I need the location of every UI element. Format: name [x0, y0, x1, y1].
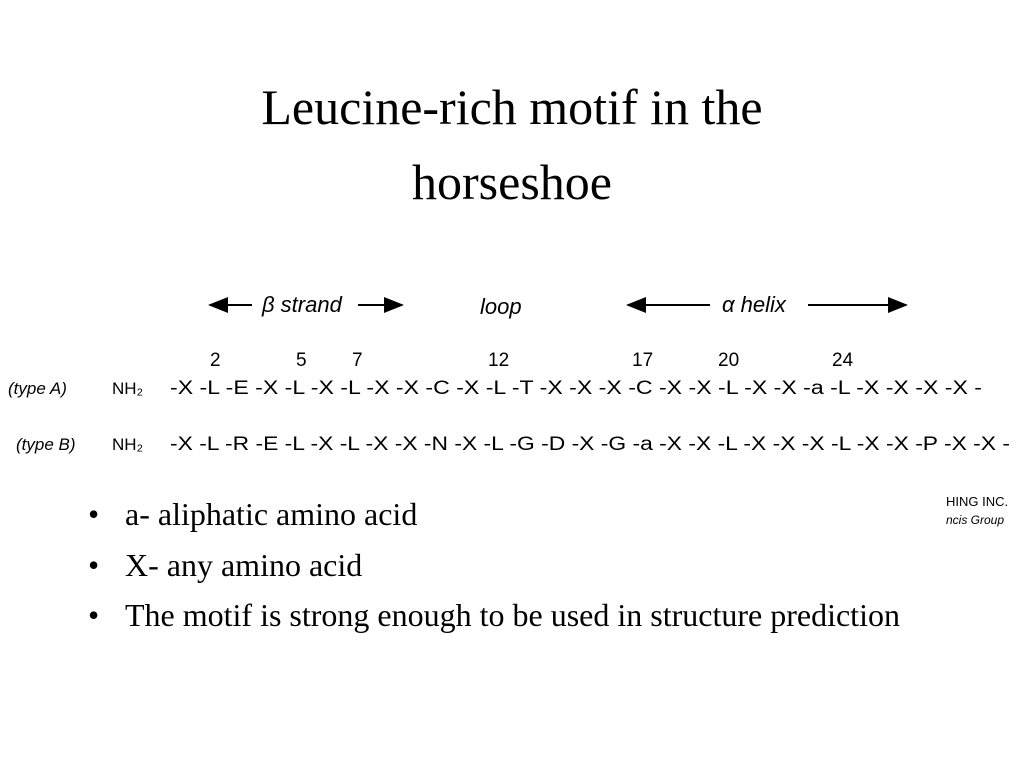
- bullet-dot: •: [88, 546, 100, 583]
- row-b-label: (type B): [16, 435, 76, 454]
- slide-title-line-2: horseshoe: [412, 154, 612, 210]
- beta-strand-label: β strand: [262, 292, 342, 317]
- row-b-prefix: NH₂: [112, 435, 144, 454]
- bullet-dot: •: [88, 496, 100, 532]
- position-number: 17: [632, 350, 654, 371]
- bullet-text: X- any amino acid: [125, 546, 363, 583]
- position-number: 7: [352, 350, 363, 371]
- alpha-helix-label: α helix: [722, 292, 786, 317]
- bullet-item: [88, 494, 948, 536]
- position-number: 12: [488, 350, 510, 371]
- position-number: 24: [832, 350, 854, 371]
- bullet-dot: •: [88, 597, 100, 634]
- publisher-credit-line-2: ncis Group: [946, 513, 1005, 527]
- position-number: 2: [210, 350, 221, 371]
- loop-label: loop: [480, 294, 522, 319]
- row-a-sequence: -X -L -E -X -L -X -L -X -X -C -X -L -T -X -X -X -C -X -X -L -X -X -a -L -X -X -X -X -: [170, 378, 982, 399]
- bullet-text: a- aliphatic amino acid: [125, 496, 418, 532]
- row-a-label: (type A): [8, 379, 67, 398]
- publisher-credit-line-1: HING INC.: [946, 494, 1009, 509]
- position-number: 5: [296, 350, 307, 371]
- row-a-prefix: NH₂: [112, 379, 144, 398]
- bullet-text: The motif is strong enough to be used in structure prediction: [125, 597, 900, 634]
- bullet-list: [88, 494, 948, 646]
- slide-title: [0, 70, 1024, 220]
- row-b-sequence: -X -L -R -E -L -X -L -X -X -N -X -L -G -D -X -G -a -X -X -L -X -X -X -L -X -X -P -X -X -: [170, 434, 1010, 455]
- position-number: 20: [718, 350, 740, 371]
- leucine-rich-motif-figure: [0, 280, 1024, 530]
- slide-title-line-1: Leucine-rich motif in the: [261, 79, 763, 135]
- bullet-item: [88, 545, 948, 587]
- bullet-item: [88, 595, 948, 637]
